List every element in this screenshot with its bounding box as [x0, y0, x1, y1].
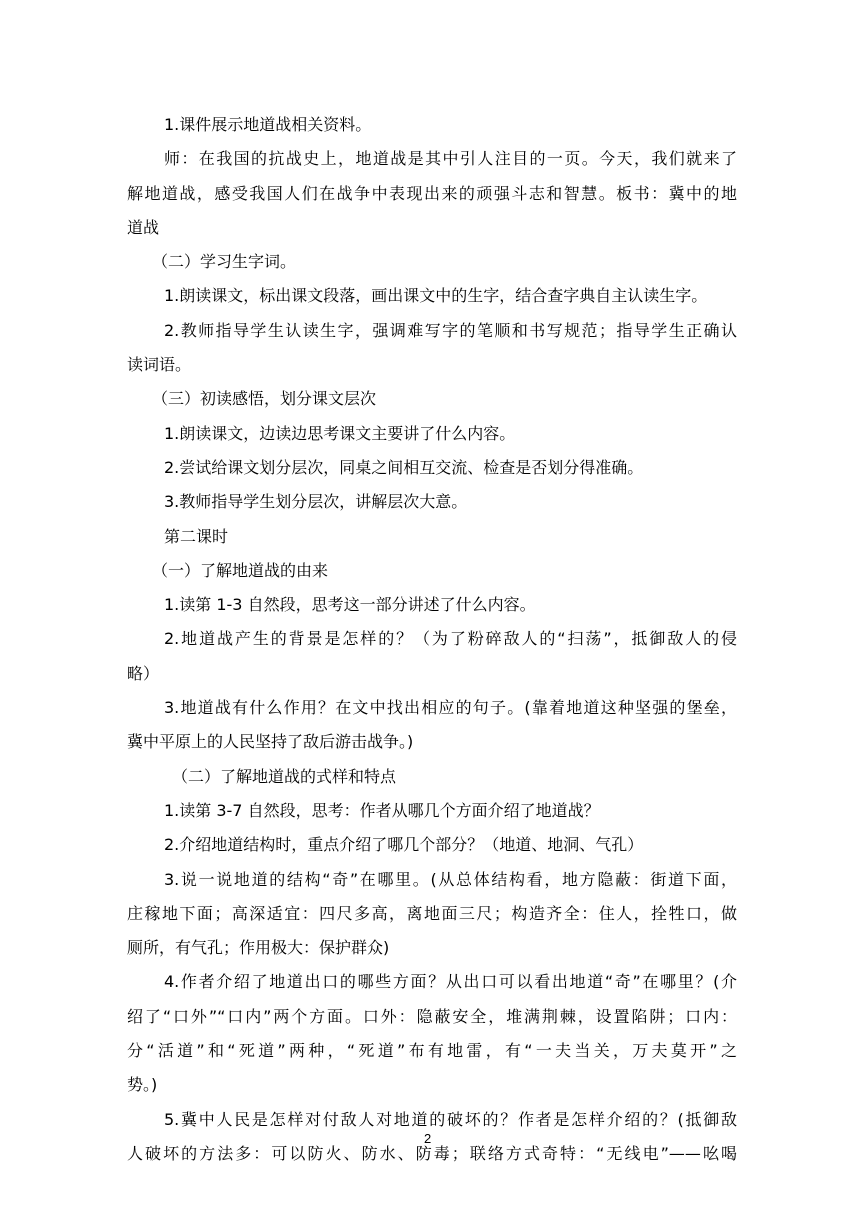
text-line: 庄稼地下面；高深适宜：四尺多高，离地面三尺；构造齐全：住人，拴牲口，做: [127, 903, 737, 923]
text-line: 3.说一说地道的结构“奇”在哪里。(从总体结构看，地方隐蔽：街道下面，: [164, 869, 737, 889]
text-line: 2.教师指导学生认读生字，强调难写字的笔顺和书写规范；指导学生正确认: [164, 320, 737, 340]
text-line: 3.地道战有什么作用？在文中找出相应的句子。(靠着地道这种坚强的堡垒，: [164, 698, 737, 718]
section-heading: （二）了解地道战的式样和特点: [172, 766, 397, 786]
text-line: 1.朗读课文，边读边思考课文主要讲了什么内容。: [164, 423, 516, 443]
text-line: 1.朗读课文，标出课文段落，画出课文中的生字，结合查字典自主认读生字。: [164, 286, 708, 306]
text-line: 人破坏的方法多：可以防火、防水、防毒；联络方式奇特：“无线电”——吆喝: [127, 1143, 737, 1163]
lesson-heading: 第二课时: [164, 526, 229, 546]
text-line: 1.读第 1-3 自然段，思考这一部分讲述了什么内容。: [164, 595, 536, 615]
text-line: 4.作者介绍了地道出口的哪些方面？从出口可以看出地道“奇”在哪里？(介: [164, 972, 737, 992]
text-line: 2.介绍地道结构时，重点介绍了哪几个部分？（地道、地洞、气孔）: [164, 835, 644, 855]
text-line: 略）: [127, 663, 160, 683]
text-line: 师：在我国的抗战史上，地道战是其中引人注目的一页。今天，我们就来了: [164, 149, 737, 169]
text-line: 冀中平原上的人民坚持了敌后游击战争。): [127, 732, 414, 752]
page-number: 2: [424, 1131, 432, 1146]
text-line: 绍了“口外”“口内”两个方面。口外：隐蔽安全，堆满荆棘，设置陷阱；口内：: [127, 1006, 737, 1026]
text-line: 分“活道”和“死道”两种，“死道”布有地雷，有“一夫当关，万夫莫开”之: [127, 1041, 737, 1061]
text-line: 3.教师指导学生划分层次，讲解层次大意。: [164, 492, 468, 512]
text-line: 1.读第 3-7 自然段，思考：作者从哪几个方面介绍了地道战？: [164, 800, 600, 820]
document-body: [127, 108, 737, 1171]
text-line: 道战: [127, 217, 160, 237]
text-line: 2.尝试给课文划分层次，同桌之间相互交流、检查是否划分得准确。: [164, 457, 644, 477]
text-line: 5.冀中人民是怎样对付敌人对地道的破坏的？作者是怎样介绍的？(抵御敌: [164, 1109, 737, 1129]
text-line: 读词语。: [127, 355, 192, 375]
text-line: 1.课件展示地道战相关资料。: [164, 115, 372, 134]
text-line: 解地道战，感受我国人们在战争中表现出来的顽强斗志和智慧。板书：冀中的地: [127, 183, 737, 203]
section-heading: （二）学习生字词。: [152, 252, 297, 272]
text-line: 厕所，有气孔；作用极大：保护群众): [127, 938, 390, 958]
section-heading: （三）初读感悟，划分课文层次: [152, 389, 377, 409]
section-heading: （一）了解地道战的由来: [152, 560, 329, 580]
text-line: 势。): [127, 1075, 158, 1095]
text-line: 2.地道战产生的背景是怎样的？（为了粉碎敌人的“扫荡”，抵御敌人的侵: [164, 629, 737, 649]
